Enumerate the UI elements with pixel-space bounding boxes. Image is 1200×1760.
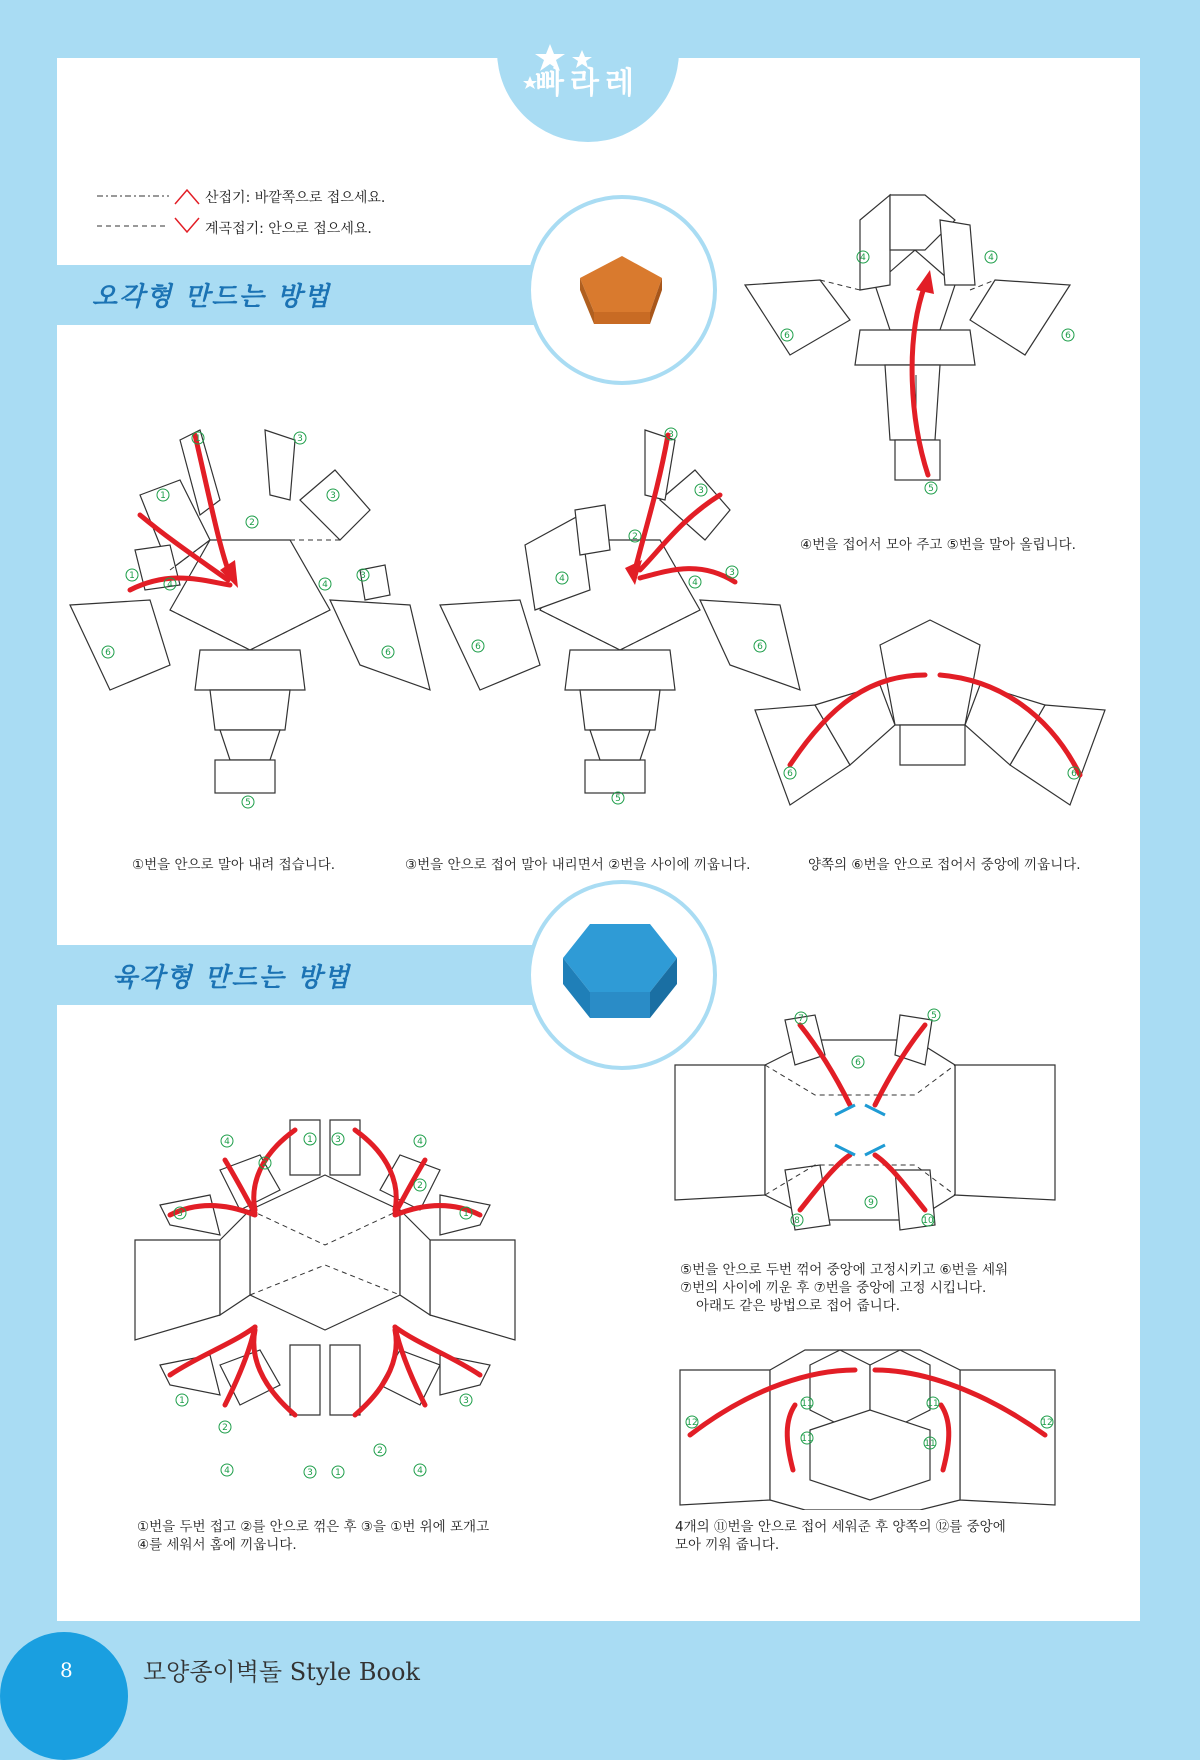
svg-text:11: 11 bbox=[801, 1434, 813, 1444]
svg-text:1: 1 bbox=[179, 1396, 185, 1406]
svg-text:5: 5 bbox=[245, 798, 251, 808]
svg-text:12: 12 bbox=[1041, 1418, 1053, 1428]
svg-text:3: 3 bbox=[177, 1209, 183, 1219]
svg-text:6: 6 bbox=[1071, 769, 1077, 779]
svg-text:6: 6 bbox=[105, 648, 111, 658]
pentagon-step2-caption: ③번을 안으로 접어 말아 내리면서 ②번을 사이에 끼웁니다. bbox=[405, 857, 751, 873]
svg-text:5: 5 bbox=[615, 794, 621, 804]
svg-text:10: 10 bbox=[922, 1216, 934, 1226]
svg-text:11: 11 bbox=[927, 1399, 939, 1409]
hexagon-step2-caption-line2: ⑦번의 사이에 끼운 후 ⑦번을 중앙에 고정 시킵니다. bbox=[680, 1280, 987, 1296]
svg-text:1: 1 bbox=[160, 491, 166, 501]
svg-text:4: 4 bbox=[559, 574, 565, 584]
svg-text:2: 2 bbox=[417, 1181, 423, 1191]
pentagon-step1-caption: ①번을 안으로 말아 내려 접습니다. bbox=[132, 857, 336, 873]
svg-text:5: 5 bbox=[928, 484, 934, 494]
svg-text:4: 4 bbox=[417, 1137, 423, 1147]
svg-text:3: 3 bbox=[729, 568, 735, 578]
svg-text:6: 6 bbox=[1065, 331, 1071, 341]
hexagon-step2-diagram bbox=[670, 1005, 1060, 1255]
svg-text:2: 2 bbox=[249, 518, 255, 528]
hexagon-step3-caption-line2: 모아 끼워 줍니다. bbox=[675, 1537, 780, 1553]
svg-text:3: 3 bbox=[307, 1468, 313, 1478]
svg-text:5: 5 bbox=[931, 1011, 937, 1021]
svg-text:4: 4 bbox=[988, 253, 994, 263]
svg-text:3: 3 bbox=[668, 430, 674, 440]
svg-text:6: 6 bbox=[757, 642, 763, 652]
hexagon-step1-caption-line1: ①번을 두번 접고 ②를 안으로 꺾은 후 ③을 ①번 위에 포개고 bbox=[137, 1519, 490, 1535]
svg-text:4: 4 bbox=[224, 1466, 230, 1476]
hexagon-step1-caption-line2: ④를 세워서 홈에 끼웁니다. bbox=[137, 1537, 297, 1553]
book-title: 모양종이벽돌 Style Book bbox=[143, 1658, 420, 1686]
valley-fold-legend: 계곡접기: 안으로 접으세요. bbox=[205, 221, 372, 237]
svg-text:4: 4 bbox=[224, 1137, 230, 1147]
svg-text:6: 6 bbox=[855, 1058, 861, 1068]
svg-text:3: 3 bbox=[297, 434, 303, 444]
svg-text:3: 3 bbox=[335, 1135, 341, 1145]
pentagon-section-title: 오각형 만드는 방법 bbox=[92, 282, 332, 312]
fold-legend-lines bbox=[97, 186, 207, 236]
pentagon-step4-caption: 양쪽의 ⑥번을 안으로 접어서 중앙에 끼웁니다. bbox=[808, 857, 1081, 873]
svg-text:4: 4 bbox=[322, 580, 328, 590]
logo-text: 빠라레 bbox=[535, 66, 640, 101]
svg-text:6: 6 bbox=[385, 648, 391, 658]
svg-text:4: 4 bbox=[417, 1466, 423, 1476]
svg-text:1: 1 bbox=[129, 571, 135, 581]
pentagon-step1-diagram bbox=[60, 420, 440, 820]
pentagon-box-icon bbox=[572, 250, 672, 330]
svg-text:1: 1 bbox=[307, 1135, 313, 1145]
svg-text:6: 6 bbox=[787, 769, 793, 779]
hexagon-section-title: 육각형 만드는 방법 bbox=[112, 963, 352, 993]
svg-text:11: 11 bbox=[924, 1439, 936, 1449]
mountain-fold-legend: 산접기: 바깥쪽으로 접으세요. bbox=[205, 190, 386, 206]
svg-text:3: 3 bbox=[360, 571, 366, 581]
svg-text:7: 7 bbox=[798, 1014, 804, 1024]
svg-text:8: 8 bbox=[794, 1216, 800, 1226]
svg-text:2: 2 bbox=[222, 1423, 228, 1433]
svg-text:4: 4 bbox=[167, 580, 173, 590]
hexagon-step2-caption-line1: ⑤번을 안으로 두번 꺾어 중앙에 고정시키고 ⑥번을 세워 bbox=[680, 1262, 1009, 1278]
pentagon-step4-diagram bbox=[750, 615, 1120, 815]
hexagon-step3-diagram bbox=[675, 1330, 1065, 1510]
svg-text:12: 12 bbox=[686, 1418, 698, 1428]
svg-text:1: 1 bbox=[463, 1209, 469, 1219]
svg-text:2: 2 bbox=[632, 532, 638, 542]
svg-text:3: 3 bbox=[330, 491, 336, 501]
svg-text:3: 3 bbox=[698, 486, 704, 496]
pentagon-step3-caption: ④번을 접어서 모아 주고 ⑤번을 말아 올립니다. bbox=[800, 537, 1076, 553]
svg-text:1: 1 bbox=[195, 434, 201, 444]
svg-text:4: 4 bbox=[860, 253, 866, 263]
hexagon-step3-caption-line1: 4개의 ⑪번을 안으로 접어 세워준 후 양쪽의 ⑫를 중앙에 bbox=[675, 1519, 1006, 1535]
svg-text:3: 3 bbox=[463, 1396, 469, 1406]
page-number: 8 bbox=[60, 1658, 73, 1682]
svg-text:1: 1 bbox=[335, 1468, 341, 1478]
svg-text:11: 11 bbox=[801, 1399, 813, 1409]
svg-text:2: 2 bbox=[377, 1446, 383, 1456]
page-number-badge bbox=[0, 1632, 128, 1760]
svg-text:9: 9 bbox=[868, 1198, 874, 1208]
hexagon-step1-diagram bbox=[130, 1115, 520, 1495]
svg-text:4: 4 bbox=[692, 578, 698, 588]
hexagon-step2-caption-line3: 아래도 같은 방법으로 접어 줍니다. bbox=[696, 1298, 901, 1314]
svg-text:6: 6 bbox=[475, 642, 481, 652]
hexagon-box-icon bbox=[555, 918, 685, 1028]
svg-text:2: 2 bbox=[262, 1159, 268, 1169]
pentagon-step3-diagram bbox=[740, 190, 1120, 510]
svg-text:6: 6 bbox=[784, 331, 790, 341]
